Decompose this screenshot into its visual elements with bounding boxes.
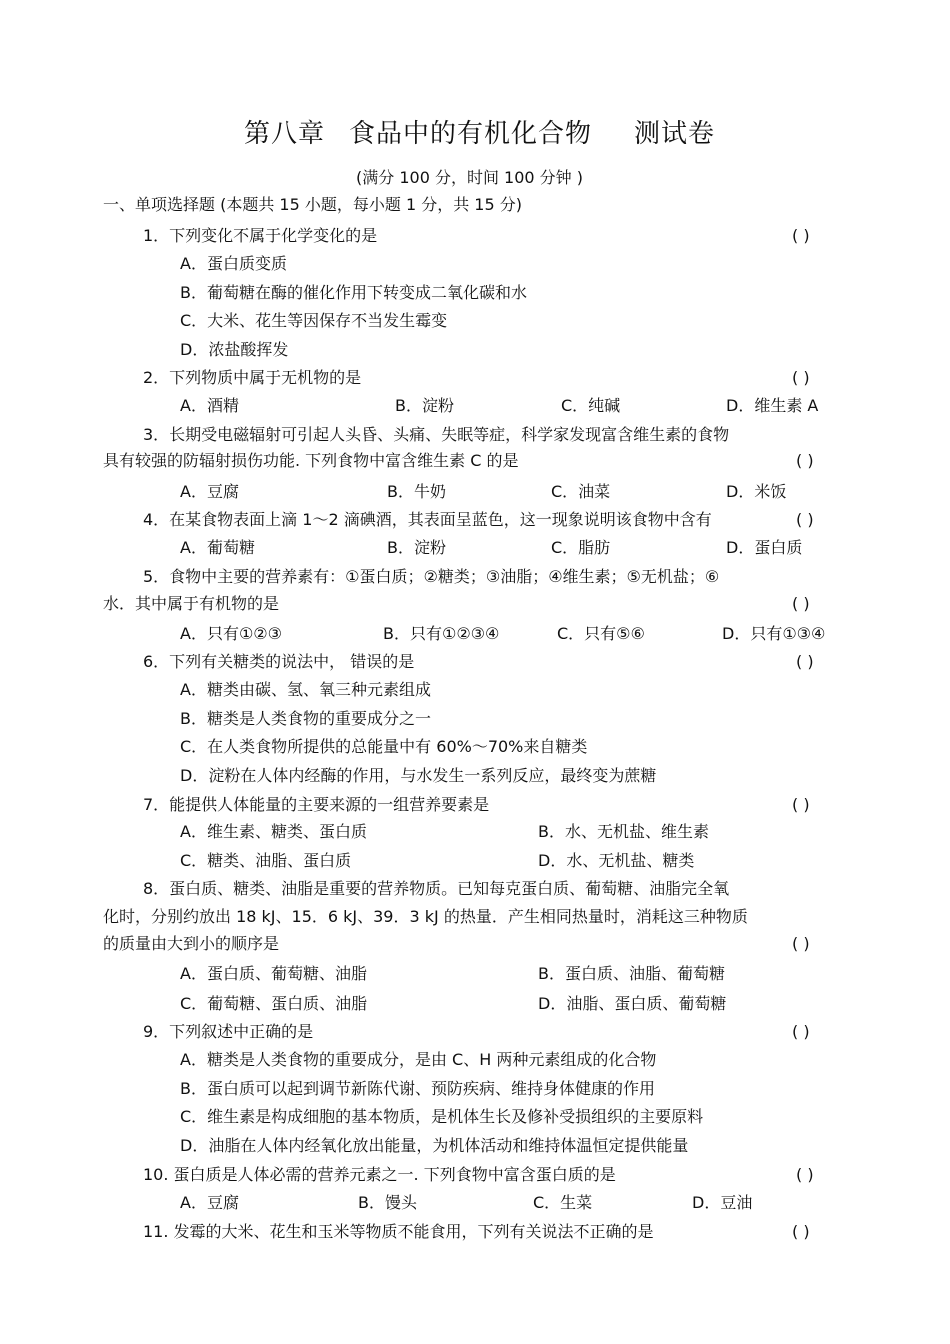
option-a: A．糖类由碳、氢、氧三种元素组成 xyxy=(180,680,431,699)
option-b: B．牛奶 xyxy=(387,482,446,501)
option-b: B．淀粉 xyxy=(395,396,454,415)
option-a: A．蛋白质变质 xyxy=(180,254,287,273)
answer-blank[interactable]: ( ) xyxy=(792,368,810,387)
option-a: A．糖类是人类食物的重要成分，是由 C、H 两种元素组成的化合物 xyxy=(180,1050,657,1069)
option-c: C．葡萄糖、蛋白质、油脂 xyxy=(180,994,368,1013)
option-c: C．在人类食物所提供的总能量中有 60%～70%来自糖类 xyxy=(180,737,588,756)
question-stem: 3．长期受电磁辐射可引起人头昏、头痛、失眠等症，科学家发现富含维生素的食物 xyxy=(143,425,730,444)
option-c: C．只有⑤⑥ xyxy=(557,624,645,643)
option-a: A．豆腐 xyxy=(180,482,239,501)
option-c: C．油菜 xyxy=(551,482,611,501)
option-d: D．浓盐酸挥发 xyxy=(180,340,289,359)
answer-blank[interactable]: ( ) xyxy=(792,1222,810,1241)
answer-blank[interactable]: ( ) xyxy=(792,594,810,613)
question-stem: 9．下列叙述中正确的是 xyxy=(143,1022,314,1041)
section-heading: 一、单项选择题 (本题共 15 小题，每小题 1 分，共 15 分) xyxy=(103,195,522,214)
option-a: A．酒精 xyxy=(180,396,239,415)
option-c: C．维生素是构成细胞的基本物质，是机体生长及修补受损组织的主要原料 xyxy=(180,1107,704,1126)
option-c: C．糖类、油脂、蛋白质 xyxy=(180,851,352,870)
option-a: A．维生素、糖类、蛋白质 xyxy=(180,822,367,841)
option-b: B．馒头 xyxy=(358,1193,417,1212)
option-b: B．水、无机盐、维生素 xyxy=(538,822,709,841)
option-b: B．蛋白质、油脂、葡萄糖 xyxy=(538,964,725,983)
answer-blank[interactable]: ( ) xyxy=(792,934,810,953)
question-stem: 8．蛋白质、糖类、油脂是重要的营养物质。已知每克蛋白质、葡萄糖、油脂完全氧 xyxy=(143,879,730,898)
answer-blank[interactable]: ( ) xyxy=(792,1022,810,1041)
answer-blank[interactable]: ( ) xyxy=(796,652,814,671)
option-d: D．油脂、蛋白质、葡萄糖 xyxy=(538,994,727,1013)
option-d: D．维生素 A xyxy=(726,396,819,415)
question-stem: 11. 发霉的大米、花生和玉米等物质不能食用，下列有关说法不正确的是 xyxy=(143,1222,654,1241)
option-a: A．只有①②③ xyxy=(180,624,282,643)
answer-blank[interactable]: ( ) xyxy=(796,1165,814,1184)
option-d: D．淀粉在人体内经酶的作用，与水发生一系列反应，最终变为蔗糖 xyxy=(180,766,657,785)
option-c: C．脂肪 xyxy=(551,538,611,557)
option-a: A．葡萄糖 xyxy=(180,538,255,557)
option-b: B．葡萄糖在酶的催化作用下转变成二氧化碳和水 xyxy=(180,283,527,302)
option-b: B．蛋白质可以起到调节新陈代谢、预防疾病、维持身体健康的作用 xyxy=(180,1079,655,1098)
question-stem: 10. 蛋白质是人体必需的营养元素之一. 下列食物中富含蛋白质的是 xyxy=(143,1165,616,1184)
question-stem: 5．食物中主要的营养素有：①蛋白质；②糖类；③油脂；④维生素；⑤无机盐；⑥ xyxy=(143,567,720,586)
question-stem: 1．下列变化不属于化学变化的是 xyxy=(143,226,378,245)
option-a: A．豆腐 xyxy=(180,1193,239,1212)
question-stem: 7．能提供人体能量的主要来源的一组营养要素是 xyxy=(143,795,490,814)
question-stem: 4．在某食物表面上滴 1～2 滴碘酒，其表面呈蓝色，这一现象说明该食物中含有 xyxy=(143,510,712,529)
option-c: C．纯碱 xyxy=(561,396,621,415)
option-d: D．米饭 xyxy=(726,482,787,501)
question-stem: 6．下列有关糖类的说法中， 错误的是 xyxy=(143,652,415,671)
option-a: A．蛋白质、葡萄糖、油脂 xyxy=(180,964,367,983)
option-c: C．生菜 xyxy=(533,1193,593,1212)
title-chapter: 第八章 xyxy=(244,119,326,149)
question-stem-continued: 的质量由大到小的顺序是 xyxy=(103,934,280,953)
answer-blank[interactable]: ( ) xyxy=(792,226,810,245)
option-b: B．糖类是人类食物的重要成分之一 xyxy=(180,709,431,728)
option-c: C．大米、花生等因保存不当发生霉变 xyxy=(180,311,448,330)
title-test: 测试卷 xyxy=(634,119,716,149)
answer-blank[interactable]: ( ) xyxy=(796,510,814,529)
option-d: D．水、无机盐、糖类 xyxy=(538,851,695,870)
question-stem-continued: 化时，分别约放出 18 kJ、15．6 kJ、39．3 kJ 的热量．产生相同热量时，消耗这三种物质 xyxy=(103,907,748,926)
answer-blank[interactable]: ( ) xyxy=(792,795,810,814)
option-d: D．油脂在人体内经氧化放出能量，为机体活动和维持体温恒定提供能量 xyxy=(180,1136,689,1155)
option-d: D．只有①③④ xyxy=(722,624,826,643)
option-d: D．蛋白质 xyxy=(726,538,803,557)
question-stem-continued: 水．其中属于有机物的是 xyxy=(103,594,280,613)
option-b: B．只有①②③④ xyxy=(383,624,500,643)
option-b: B．淀粉 xyxy=(387,538,446,557)
page-title xyxy=(244,121,715,147)
score-time-note: (满分 100 分，时间 100 分钟 ) xyxy=(356,168,583,187)
question-stem: 2．下列物质中属于无机物的是 xyxy=(143,368,362,387)
title-topic: 食品中的有机化合物 xyxy=(349,119,593,149)
answer-blank[interactable]: ( ) xyxy=(796,451,814,470)
question-stem-continued: 具有较强的防辐射损伤功能. 下列食物中富含维生素 C 的是 xyxy=(103,451,519,470)
option-d: D．豆油 xyxy=(692,1193,753,1212)
